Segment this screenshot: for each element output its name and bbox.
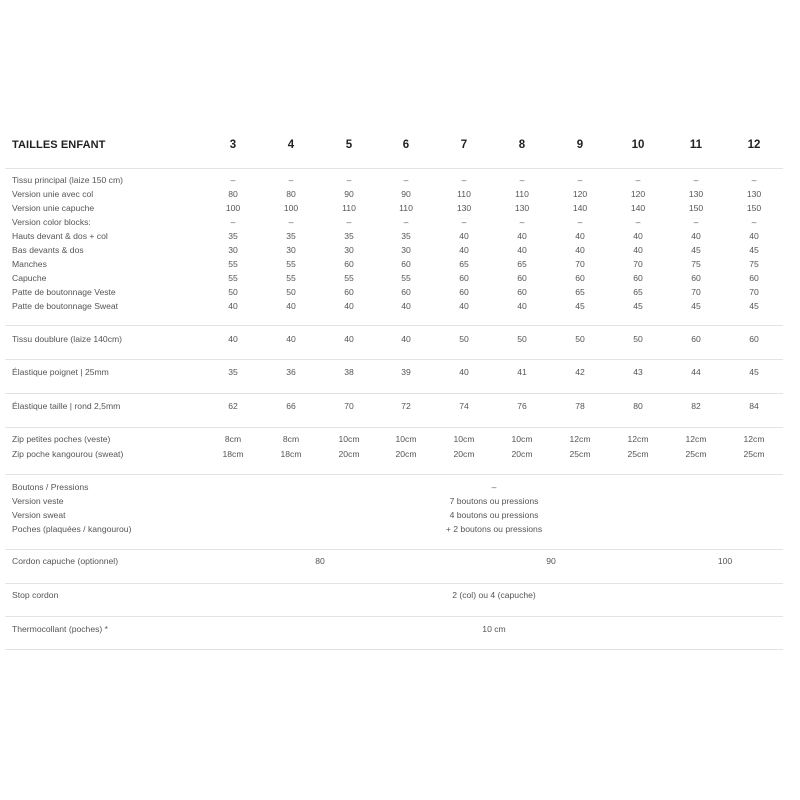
cell-value: 60 bbox=[691, 273, 701, 283]
row-divider bbox=[5, 649, 783, 650]
size-header-9: 9 bbox=[576, 139, 584, 151]
cell-value: 120 bbox=[572, 189, 588, 199]
cell-value: 35 bbox=[286, 231, 296, 241]
cell-value: 60 bbox=[749, 334, 759, 344]
cell-value: 80 bbox=[228, 189, 238, 199]
cell-value: 110 bbox=[457, 189, 471, 199]
cell-value: – bbox=[230, 217, 236, 227]
cell-value: 82 bbox=[691, 401, 701, 411]
cell-value: 100 bbox=[283, 203, 299, 213]
cell-value: 65 bbox=[459, 259, 469, 269]
cell-value: 60 bbox=[691, 334, 701, 344]
cell-value: 60 bbox=[344, 259, 354, 269]
cell-value: – bbox=[403, 217, 409, 227]
cell-value: 60 bbox=[401, 287, 411, 297]
cell-value: 20cm bbox=[395, 449, 417, 459]
size-header-6: 6 bbox=[402, 139, 410, 151]
cell-value: – bbox=[288, 217, 294, 227]
cell-value: 70 bbox=[344, 401, 354, 411]
cell-value: 50 bbox=[633, 334, 643, 344]
cell-value: 38 bbox=[344, 367, 354, 377]
row-label: Élastique poignet | 25mm bbox=[12, 367, 109, 377]
row-divider bbox=[5, 359, 783, 360]
cell-value: 70 bbox=[575, 259, 585, 269]
cell-value: 36 bbox=[286, 367, 296, 377]
cell-value: 30 bbox=[228, 245, 238, 255]
row-label: Zip poche kangourou (sweat) bbox=[12, 449, 124, 459]
row-divider bbox=[5, 583, 783, 584]
cell-value: 55 bbox=[286, 259, 296, 269]
cell-value: 84 bbox=[749, 401, 759, 411]
row-label: Poches (plaquées / kangourou) bbox=[12, 524, 132, 534]
cell-value: 40 bbox=[228, 334, 238, 344]
cell-value: 80 bbox=[633, 401, 643, 411]
cell-value: 90 bbox=[344, 189, 354, 199]
cell-value: 40 bbox=[401, 334, 411, 344]
cell-value: 130 bbox=[514, 203, 530, 213]
cell-value: 110 bbox=[342, 203, 356, 213]
cell-value: 40 bbox=[459, 245, 469, 255]
cell-value: 43 bbox=[633, 367, 643, 377]
cell-value: 40 bbox=[228, 301, 238, 311]
cell-value: – bbox=[635, 175, 641, 185]
cell-value: – bbox=[751, 175, 757, 185]
cell-value: 130 bbox=[456, 203, 472, 213]
size-header-12: 12 bbox=[747, 139, 761, 151]
cell-value: 50 bbox=[517, 334, 527, 344]
row-label: Stop cordon bbox=[12, 590, 59, 600]
cell-value: 40 bbox=[459, 231, 469, 241]
cell-value: – bbox=[491, 482, 497, 492]
cell-value: 130 bbox=[688, 189, 704, 199]
cell-value: 45 bbox=[691, 245, 701, 255]
cell-value: 60 bbox=[401, 259, 411, 269]
cell-value: 55 bbox=[344, 273, 354, 283]
cell-value: 8cm bbox=[282, 434, 300, 444]
row-label: Bas devants & dos bbox=[12, 245, 84, 255]
cell-value: 90 bbox=[401, 189, 411, 199]
cell-value: 40 bbox=[344, 301, 354, 311]
cell-value: – bbox=[461, 217, 467, 227]
row-label: Manches bbox=[12, 259, 47, 269]
cell-value: 30 bbox=[401, 245, 411, 255]
cell-value: 41 bbox=[517, 367, 527, 377]
cell-value: – bbox=[577, 217, 583, 227]
row-divider bbox=[5, 427, 783, 428]
cell-value: 50 bbox=[286, 287, 296, 297]
cell-value: 50 bbox=[459, 334, 469, 344]
row-divider bbox=[5, 616, 783, 617]
cell-value: 30 bbox=[286, 245, 296, 255]
cell-value: 40 bbox=[344, 334, 354, 344]
cell-value: 70 bbox=[691, 287, 701, 297]
cell-value: 12cm bbox=[569, 434, 591, 444]
cell-value: 40 bbox=[459, 367, 469, 377]
cell-value: 40 bbox=[459, 301, 469, 311]
cell-value: 12cm bbox=[743, 434, 765, 444]
cell-value: 110 bbox=[515, 189, 529, 199]
cell-value: 25cm bbox=[743, 449, 765, 459]
row-divider bbox=[5, 393, 783, 394]
cell-value: 45 bbox=[691, 301, 701, 311]
cell-value: – bbox=[751, 217, 757, 227]
cell-value: + 2 boutons ou pressions bbox=[445, 524, 543, 534]
cell-value: – bbox=[577, 175, 583, 185]
cell-value: 80 bbox=[286, 189, 296, 199]
row-label: Patte de boutonnage Sweat bbox=[12, 301, 119, 311]
cell-value: 40 bbox=[691, 231, 701, 241]
row-label: Version unie avec col bbox=[12, 189, 94, 199]
cell-value: 130 bbox=[746, 189, 762, 199]
cell-value: 25cm bbox=[569, 449, 591, 459]
cell-value: 12cm bbox=[685, 434, 707, 444]
cell-value: 60 bbox=[749, 273, 759, 283]
cell-value: 55 bbox=[228, 273, 238, 283]
cell-value: 35 bbox=[344, 231, 354, 241]
cell-value: 65 bbox=[517, 259, 527, 269]
cell-value: 55 bbox=[228, 259, 238, 269]
cell-value: 65 bbox=[633, 287, 643, 297]
cell-value: 150 bbox=[746, 203, 762, 213]
cell-value: 76 bbox=[517, 401, 527, 411]
cell-value: 60 bbox=[517, 273, 527, 283]
cell-value: 35 bbox=[228, 367, 238, 377]
row-label: Zip petites poches (veste) bbox=[12, 434, 111, 444]
cell-value: 10cm bbox=[511, 434, 533, 444]
row-label: Hauts devant & dos + col bbox=[12, 231, 108, 241]
cell-value: 40 bbox=[575, 231, 585, 241]
row-label: Capuche bbox=[12, 273, 47, 283]
cell-value: 60 bbox=[459, 287, 469, 297]
size-header-7: 7 bbox=[460, 139, 468, 151]
cell-value: 74 bbox=[459, 401, 469, 411]
cell-value: 45 bbox=[749, 301, 759, 311]
cell-value: 40 bbox=[401, 301, 411, 311]
cell-value: 20cm bbox=[338, 449, 360, 459]
cell-value: 10cm bbox=[453, 434, 475, 444]
cell-value: 30 bbox=[344, 245, 354, 255]
size-header-11: 11 bbox=[689, 139, 703, 151]
cell-value: 18cm bbox=[280, 449, 302, 459]
cell-value: 70 bbox=[633, 259, 643, 269]
cell-value: 80 bbox=[315, 556, 325, 566]
cell-value: 50 bbox=[575, 334, 585, 344]
cell-value: 90 bbox=[546, 556, 556, 566]
cell-value: 140 bbox=[572, 203, 588, 213]
cell-value: 8cm bbox=[224, 434, 242, 444]
cell-value: 40 bbox=[575, 245, 585, 255]
cell-value: 40 bbox=[286, 301, 296, 311]
row-label: Élastique taille | rond 2,5mm bbox=[12, 401, 121, 411]
cell-value: 40 bbox=[517, 301, 527, 311]
cell-value: 10cm bbox=[338, 434, 360, 444]
row-label: Version veste bbox=[12, 496, 64, 506]
size-header-3: 3 bbox=[229, 139, 237, 151]
cell-value: – bbox=[230, 175, 236, 185]
row-divider bbox=[5, 474, 783, 475]
row-divider bbox=[5, 325, 783, 326]
row-label: Tissu doublure (laize 140cm) bbox=[12, 334, 123, 344]
cell-value: 60 bbox=[517, 287, 527, 297]
cell-value: – bbox=[288, 175, 294, 185]
cell-value: 10cm bbox=[395, 434, 417, 444]
cell-value: 65 bbox=[575, 287, 585, 297]
cell-value: 40 bbox=[633, 245, 643, 255]
cell-value: 45 bbox=[633, 301, 643, 311]
cell-value: 55 bbox=[286, 273, 296, 283]
cell-value: 45 bbox=[575, 301, 585, 311]
cell-value: – bbox=[403, 175, 409, 185]
cell-value: 2 (col) ou 4 (capuche) bbox=[452, 590, 536, 600]
cell-value: 44 bbox=[691, 367, 701, 377]
cell-value: 45 bbox=[749, 367, 759, 377]
cell-value: 150 bbox=[688, 203, 704, 213]
table-title: TAILLES ENFANT bbox=[12, 139, 106, 151]
cell-value: 60 bbox=[344, 287, 354, 297]
cell-value: 60 bbox=[459, 273, 469, 283]
size-header-8: 8 bbox=[518, 139, 526, 151]
cell-value: – bbox=[346, 175, 352, 185]
cell-value: 20cm bbox=[511, 449, 533, 459]
cell-value: 40 bbox=[749, 231, 759, 241]
cell-value: 10 cm bbox=[482, 624, 506, 634]
cell-value: 60 bbox=[633, 273, 643, 283]
row-label: Cordon capuche (optionnel) bbox=[12, 556, 119, 566]
cell-value: 25cm bbox=[627, 449, 649, 459]
cell-value: 12cm bbox=[627, 434, 649, 444]
row-label: Patte de boutonnage Veste bbox=[12, 287, 116, 297]
row-label: Version sweat bbox=[12, 510, 66, 520]
cell-value: 50 bbox=[228, 287, 238, 297]
cell-value: – bbox=[693, 217, 699, 227]
cell-value: 66 bbox=[286, 401, 296, 411]
cell-value: 40 bbox=[633, 231, 643, 241]
cell-value: 60 bbox=[575, 273, 585, 283]
cell-value: 100 bbox=[717, 556, 733, 566]
cell-value: 45 bbox=[749, 245, 759, 255]
row-divider bbox=[5, 549, 783, 550]
cell-value: 140 bbox=[630, 203, 646, 213]
cell-value: 35 bbox=[228, 231, 238, 241]
cell-value: 72 bbox=[401, 401, 411, 411]
row-label: Boutons / Pressions bbox=[12, 482, 89, 492]
cell-value: 35 bbox=[401, 231, 411, 241]
row-divider bbox=[5, 168, 783, 169]
cell-value: 40 bbox=[286, 334, 296, 344]
cell-value: 78 bbox=[575, 401, 585, 411]
cell-value: – bbox=[635, 217, 641, 227]
cell-value: 7 boutons ou pressions bbox=[449, 496, 539, 506]
row-label: Tissu principal (laize 150 cm) bbox=[12, 175, 123, 185]
cell-value: 70 bbox=[749, 287, 759, 297]
cell-value: 110 bbox=[399, 203, 413, 213]
cell-value: 4 boutons ou pressions bbox=[449, 510, 539, 520]
cell-value: 20cm bbox=[453, 449, 475, 459]
row-label: Version color blocks: bbox=[12, 217, 91, 227]
size-header-10: 10 bbox=[631, 139, 645, 151]
cell-value: – bbox=[346, 217, 352, 227]
cell-value: 55 bbox=[401, 273, 411, 283]
cell-value: – bbox=[519, 217, 525, 227]
cell-value: – bbox=[693, 175, 699, 185]
row-label: Version unie capuche bbox=[12, 203, 95, 213]
cell-value: 39 bbox=[401, 367, 411, 377]
cell-value: 120 bbox=[630, 189, 646, 199]
cell-value: 75 bbox=[749, 259, 759, 269]
cell-value: 18cm bbox=[222, 449, 244, 459]
size-header-5: 5 bbox=[345, 139, 353, 151]
cell-value: 75 bbox=[691, 259, 701, 269]
cell-value: – bbox=[461, 175, 467, 185]
row-label: Thermocollant (poches) * bbox=[12, 624, 109, 634]
cell-value: 62 bbox=[228, 401, 238, 411]
cell-value: 40 bbox=[517, 245, 527, 255]
cell-value: 25cm bbox=[685, 449, 707, 459]
cell-value: – bbox=[519, 175, 525, 185]
cell-value: 40 bbox=[517, 231, 527, 241]
cell-value: 100 bbox=[225, 203, 241, 213]
cell-value: 42 bbox=[575, 367, 585, 377]
size-header-4: 4 bbox=[287, 139, 295, 151]
